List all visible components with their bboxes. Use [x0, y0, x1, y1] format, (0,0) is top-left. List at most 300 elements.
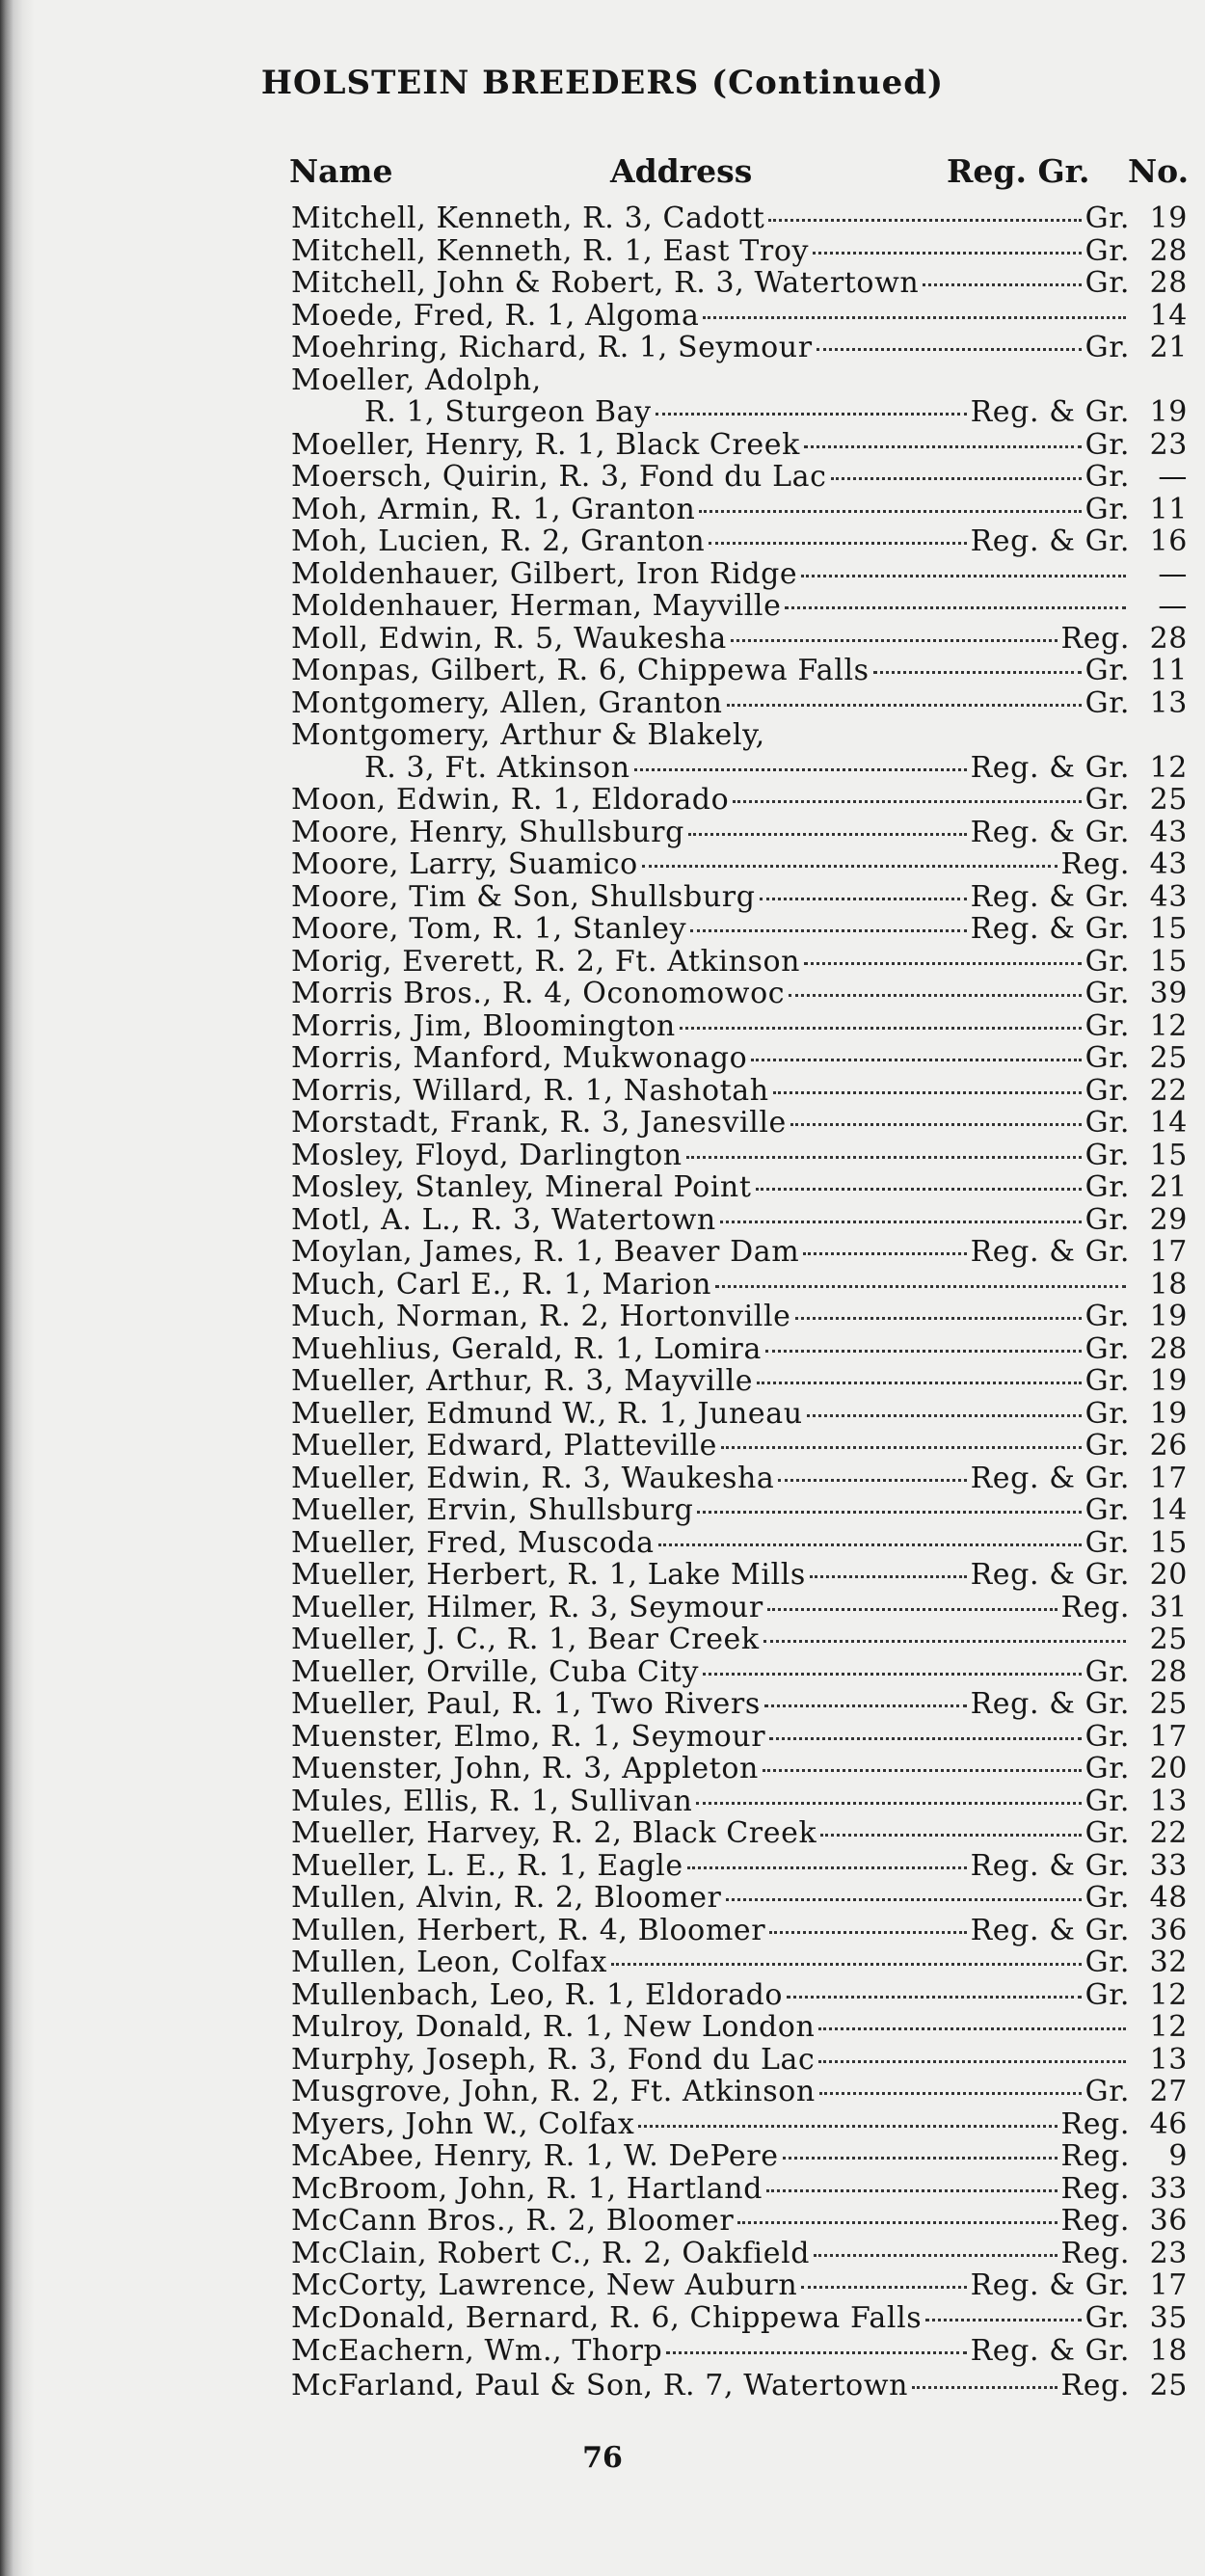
breeder-name: Musgrove, John, R. 2, Ft. Atkinson — [291, 2075, 816, 2108]
breeder-name: Morstadt, Frank, R. 3, Janesville — [291, 1106, 787, 1140]
dot-leader — [666, 2349, 966, 2354]
herd-number: 21 — [1149, 331, 1188, 364]
list-item — [0, 2369, 1205, 2403]
registration-type: Gr. — [1084, 1493, 1130, 1527]
list-item — [0, 1236, 1205, 1269]
herd-number: 21 — [1149, 1170, 1188, 1204]
registration-type: Gr. — [1084, 1041, 1130, 1075]
list-item — [0, 687, 1205, 720]
dot-leader — [768, 217, 1081, 222]
registration-type: Gr. — [1084, 233, 1130, 268]
breeder-name: McBroom, John, R. 1, Hartland — [291, 2171, 763, 2206]
breeder-name: Mulroy, Donald, R. 1, New London — [291, 2010, 816, 2044]
herd-number: 17 — [1149, 1719, 1188, 1754]
dot-leader — [703, 1671, 1082, 1676]
dot-leader — [733, 798, 1081, 803]
breeder-name: Myers, John W., Colfax — [291, 2106, 635, 2141]
herd-number: 28 — [1149, 233, 1188, 268]
herd-number: 19 — [1149, 395, 1188, 429]
dot-leader — [715, 1283, 1126, 1288]
list-item — [0, 461, 1205, 494]
breeder-name: Muenster, John, R. 3, Appleton — [291, 1752, 759, 1785]
dot-leader — [721, 1444, 1082, 1449]
breeder-name: Moeller, Adolph, — [291, 362, 542, 397]
column-header-reg-gr: Reg. Gr. — [947, 152, 1090, 190]
herd-number: 19 — [1149, 1300, 1188, 1333]
registration-type: Gr. — [1084, 2300, 1130, 2335]
registration-type: Gr. — [1084, 1977, 1130, 2012]
herd-number: 12 — [1149, 750, 1188, 785]
herd-number: 15 — [1149, 1525, 1188, 1560]
dot-leader — [804, 960, 1082, 965]
dot-leader — [687, 1865, 967, 1869]
list-item — [0, 1107, 1205, 1140]
dot-leader — [813, 250, 1082, 255]
dot-leader — [638, 2123, 1057, 2128]
registration-type: Reg. & Gr. — [970, 2268, 1130, 2302]
breeder-name: McFarland, Paul & Son, R. 7, Watertown — [291, 2369, 909, 2402]
breeder-line — [291, 1656, 1130, 1689]
registration-type: Gr. — [1084, 1525, 1130, 1560]
breeder-name: Moll, Edwin, R. 5, Waukesha — [291, 621, 727, 656]
breeder-name: Moylan, James, R. 1, Beaver Dam — [291, 1235, 800, 1269]
breeder-name: Mosley, Stanley, Mineral Point — [291, 1170, 752, 1204]
registration-type: Reg. — [1060, 2139, 1130, 2173]
registration-type: Gr. — [1084, 1138, 1130, 1172]
breeder-name: Mueller, Edwin, R. 3, Waukesha — [291, 1461, 775, 1495]
breeder-name: McEachern, Wm., Thorp — [291, 2334, 663, 2368]
registration-type: Reg. — [1060, 2236, 1130, 2270]
registration-type: Gr. — [1084, 266, 1130, 300]
registration-type: Gr. — [1084, 1654, 1130, 1689]
herd-number: 43 — [1149, 815, 1188, 849]
breeder-name: Moore, Larry, Suamico — [291, 847, 638, 881]
dot-leader — [765, 1348, 1082, 1353]
herd-number: 39 — [1149, 977, 1188, 1010]
breeder-line — [291, 1204, 1130, 1237]
herd-number: — — [1158, 589, 1188, 623]
breeder-name: Moh, Armin, R. 1, Granton — [291, 492, 696, 526]
list-item — [0, 300, 1205, 333]
breeder-name: R. 1, Sturgeon Bay — [364, 395, 652, 429]
herd-number: 11 — [1149, 492, 1188, 526]
breeder-line — [291, 1785, 1130, 1818]
dot-leader — [787, 1994, 1082, 1999]
herd-number: 15 — [1149, 1138, 1188, 1172]
herd-number: 12 — [1149, 1008, 1188, 1043]
registration-type: Reg. & Gr. — [970, 879, 1130, 914]
breeder-name: Mueller, Edmund W., R. 1, Juneau — [291, 1396, 803, 1431]
dot-leader — [680, 1025, 1082, 1030]
list-item — [0, 1204, 1205, 1237]
dot-leader — [818, 2058, 1126, 2063]
list-item — [0, 1042, 1205, 1075]
breeder-name: Mueller, J. C., R. 1, Bear Creek — [291, 1623, 760, 1656]
herd-number: 27 — [1149, 2075, 1188, 2108]
registration-type: Gr. — [1084, 1784, 1130, 1818]
list-item — [0, 1915, 1205, 1947]
list-item — [0, 1559, 1205, 1592]
breeder-line — [291, 1753, 1130, 1785]
list-item — [0, 1333, 1205, 1366]
list-item — [0, 2108, 1205, 2141]
herd-number: 19 — [1149, 201, 1188, 235]
registration-type: Reg. & Gr. — [970, 1235, 1130, 1269]
dot-leader — [818, 2026, 1126, 2030]
registration-type: Gr. — [1084, 427, 1130, 462]
breeder-name: Mitchell, John & Robert, R. 3, Watertown — [291, 266, 920, 300]
herd-number: 23 — [1149, 2236, 1188, 2270]
dot-leader — [801, 573, 1126, 577]
breeder-name: Mueller, L. E., R. 1, Eagle — [291, 1848, 683, 1883]
herd-number: 13 — [1149, 685, 1188, 720]
breeder-line — [291, 429, 1130, 462]
herd-number: 25 — [1149, 1041, 1188, 1075]
breeder-line — [291, 267, 1130, 300]
dot-leader — [783, 2155, 1058, 2160]
list-item — [0, 396, 1205, 429]
breeder-line — [291, 525, 1130, 558]
breeder-line — [291, 655, 1130, 687]
dot-leader — [699, 508, 1081, 513]
list-item — [0, 1527, 1205, 1560]
breeder-name: Morig, Everett, R. 2, Ft. Atkinson — [291, 944, 801, 979]
dot-leader — [801, 2284, 966, 2289]
breeder-name: Moon, Edwin, R. 1, Eldorado — [291, 783, 730, 817]
breeder-line — [291, 1721, 1130, 1754]
breeder-line — [291, 1592, 1130, 1624]
breeder-line — [291, 1236, 1130, 1269]
breeder-name: Moore, Tom, R. 1, Stanley — [291, 912, 687, 946]
breeder-line — [291, 1688, 1130, 1721]
registration-type: Reg. & Gr. — [970, 1913, 1130, 1947]
dot-leader — [757, 1380, 1082, 1384]
breeder-line — [291, 1946, 1130, 1979]
list-item — [0, 1979, 1205, 2012]
breeder-line — [291, 1527, 1130, 1560]
herd-number: 13 — [1149, 2042, 1188, 2077]
list-item — [0, 881, 1205, 914]
breeder-name: Mueller, Arthur, R. 3, Mayville — [291, 1364, 754, 1398]
breeder-name: Mueller, Orville, Cuba City — [291, 1654, 700, 1689]
registration-type: Gr. — [1084, 1073, 1130, 1108]
dot-leader — [656, 411, 967, 416]
list-item — [0, 752, 1205, 785]
dot-leader — [778, 1477, 966, 1482]
list-item — [0, 2011, 1205, 2044]
list-item — [0, 2238, 1205, 2270]
registration-type: Gr. — [1084, 1170, 1130, 1204]
dot-leader — [763, 1638, 1126, 1643]
breeder-name: McClain, Robert C., R. 2, Oakfield — [291, 2236, 811, 2270]
breeder-line — [291, 2369, 1130, 2403]
herd-number: 11 — [1149, 654, 1188, 687]
herd-number: 12 — [1149, 1977, 1188, 2012]
breeder-line — [291, 1817, 1130, 1850]
dot-leader — [697, 1509, 1081, 1514]
list-item — [0, 1430, 1205, 1462]
dot-leader — [760, 896, 967, 900]
breeder-name: Mueller, Ervin, Shullsburg — [291, 1493, 694, 1527]
herd-number: 28 — [1149, 266, 1188, 300]
breeder-line — [291, 1559, 1130, 1592]
breeder-line — [364, 396, 1130, 429]
breeder-line — [291, 2076, 1130, 2108]
herd-number: 13 — [1149, 1784, 1188, 1818]
breeder-name: Mueller, Herbert, R. 1, Lake Mills — [291, 1558, 806, 1592]
herd-number: 28 — [1149, 621, 1188, 656]
herd-number: 12 — [1149, 2010, 1188, 2044]
list-item — [0, 719, 1205, 752]
breeder-line — [291, 300, 1130, 333]
breeder-line — [291, 1623, 1130, 1656]
registration-type: Gr. — [1084, 977, 1130, 1010]
list-item — [0, 2334, 1205, 2369]
registration-type: Gr. — [1084, 492, 1130, 526]
herd-number: 14 — [1149, 1493, 1188, 1527]
list-item — [0, 525, 1205, 558]
breeder-line — [291, 1140, 1130, 1172]
registration-type: Reg. — [1060, 2171, 1130, 2206]
herd-number: 33 — [1149, 2171, 1188, 2206]
page-number: 76 — [582, 2441, 623, 2475]
breeder-line — [291, 848, 1130, 881]
registration-type: Gr. — [1084, 1008, 1130, 1043]
dot-leader — [686, 1154, 1082, 1159]
dot-leader — [804, 443, 1082, 448]
herd-number: 15 — [1149, 912, 1188, 946]
breeder-name: R. 3, Ft. Atkinson — [364, 750, 630, 785]
dot-leader — [785, 604, 1126, 609]
herd-number: 18 — [1149, 2334, 1188, 2368]
breeder-line — [291, 2269, 1130, 2302]
registration-type: Gr. — [1084, 1300, 1130, 1333]
list-item — [0, 1850, 1205, 1883]
breeder-name: Muehlius, Gerald, R. 1, Lomira — [291, 1331, 762, 1366]
registration-type: Gr. — [1084, 654, 1130, 687]
dot-leader — [756, 1186, 1082, 1191]
registration-type: Gr. — [1084, 460, 1130, 494]
registration-type: Reg. — [1060, 621, 1130, 656]
list-item — [0, 332, 1205, 364]
breeder-name: Moede, Fred, R. 1, Algoma — [291, 298, 700, 333]
dot-leader — [925, 2317, 1081, 2321]
dot-leader — [726, 1896, 1082, 1901]
registration-type: Reg. & Gr. — [970, 2334, 1130, 2368]
dot-leader — [814, 2252, 1057, 2257]
herd-number: 25 — [1149, 1623, 1188, 1656]
breeder-name: McCann Bros., R. 2, Bloomer — [291, 2204, 735, 2238]
breeder-name: Monpas, Gilbert, R. 6, Chippewa Falls — [291, 654, 870, 687]
list-item — [0, 817, 1205, 849]
breeder-line — [291, 1075, 1130, 1108]
registration-type: Reg. — [1060, 847, 1130, 881]
dot-leader — [769, 1929, 966, 1934]
registration-type: Gr. — [1084, 1202, 1130, 1237]
herd-number: 20 — [1149, 1558, 1188, 1592]
dot-leader — [769, 1735, 1081, 1740]
breeder-list — [0, 202, 1205, 2403]
herd-number: 16 — [1149, 524, 1188, 558]
page-title: HOLSTEIN BREEDERS (Continued) — [260, 64, 945, 102]
herd-number: 23 — [1149, 427, 1188, 462]
registration-type: Reg. & Gr. — [970, 524, 1130, 558]
list-item — [0, 784, 1205, 817]
registration-type: Gr. — [1084, 1106, 1130, 1140]
herd-number: 28 — [1149, 1331, 1188, 1366]
breeder-line — [291, 1333, 1130, 1366]
dot-leader — [803, 1250, 966, 1255]
list-item — [0, 1171, 1205, 1204]
breeder-line — [291, 1301, 1130, 1333]
herd-number: 14 — [1149, 1106, 1188, 1140]
dot-leader — [923, 282, 1081, 286]
dot-leader — [810, 1573, 967, 1578]
dot-leader — [767, 1606, 1058, 1611]
list-item — [0, 494, 1205, 526]
breeder-name: Mueller, Fred, Muscoda — [291, 1525, 655, 1560]
herd-number: 28 — [1149, 1654, 1188, 1689]
breeder-name: Morris, Jim, Bloomington — [291, 1008, 676, 1043]
breeder-name: Mitchell, Kenneth, R. 3, Cadott — [291, 201, 765, 235]
breeder-name: Morris Bros., R. 4, Oconomowoc — [291, 977, 786, 1010]
registration-type: Reg. & Gr. — [970, 1687, 1130, 1721]
dot-leader — [795, 1315, 1082, 1320]
dot-leader — [720, 1219, 1082, 1223]
registration-type: Reg. & Gr. — [970, 1558, 1130, 1592]
list-item — [0, 1075, 1205, 1108]
breeder-line — [291, 2108, 1130, 2141]
herd-number: 17 — [1149, 2268, 1188, 2302]
breeder-line — [291, 913, 1130, 946]
list-item — [0, 1140, 1205, 1172]
registration-type: Reg. & Gr. — [970, 1461, 1130, 1495]
breeder-line — [291, 1042, 1130, 1075]
dot-leader — [727, 702, 1082, 707]
breeder-name: Moh, Lucien, R. 2, Granton — [291, 524, 706, 558]
list-item — [0, 1494, 1205, 1527]
breeder-line — [291, 494, 1130, 526]
herd-number: 25 — [1149, 783, 1188, 817]
list-item — [0, 2076, 1205, 2108]
herd-number: 22 — [1149, 1816, 1188, 1850]
breeder-line — [291, 558, 1130, 591]
breeder-line — [291, 1850, 1130, 1883]
herd-number: 36 — [1149, 2204, 1188, 2238]
list-item — [0, 978, 1205, 1010]
dot-leader — [764, 1703, 967, 1707]
breeder-name: Moldenhauer, Gilbert, Iron Ridge — [291, 556, 798, 591]
column-header-name: Name — [289, 152, 393, 190]
registration-type: Gr. — [1084, 331, 1130, 364]
list-item — [0, 1365, 1205, 1398]
herd-number: — — [1158, 556, 1188, 591]
breeder-line — [291, 2302, 1130, 2335]
registration-type: Gr. — [1084, 1881, 1130, 1915]
breeder-name: Montgomery, Allen, Granton — [291, 685, 723, 720]
herd-number: 26 — [1149, 1429, 1188, 1462]
herd-number: 43 — [1149, 847, 1188, 881]
breeder-name: McCorty, Lawrence, New Auburn — [291, 2268, 798, 2302]
breeder-line — [291, 1915, 1130, 1947]
breeder-name: Muenster, Elmo, R. 1, Seymour — [291, 1719, 766, 1754]
registration-type: Gr. — [1084, 1816, 1130, 1850]
breeder-name: Mullen, Alvin, R. 2, Bloomer — [291, 1881, 722, 1915]
list-item — [0, 1398, 1205, 1431]
herd-number: 25 — [1149, 1687, 1188, 1721]
list-item — [0, 2205, 1205, 2238]
dot-leader — [873, 669, 1082, 674]
breeder-name: Much, Norman, R. 2, Hortonville — [291, 1300, 791, 1333]
list-item — [0, 1753, 1205, 1785]
list-item — [0, 913, 1205, 946]
dot-leader — [690, 927, 966, 932]
breeder-line — [291, 1398, 1130, 1431]
herd-number: 19 — [1149, 1396, 1188, 1431]
list-item — [0, 2269, 1205, 2302]
list-item — [0, 1946, 1205, 1979]
breeder-name: Moersch, Quirin, R. 3, Fond du Lac — [291, 460, 827, 494]
breeder-line — [291, 1269, 1130, 1301]
breeder-line — [291, 784, 1130, 817]
herd-number: 14 — [1149, 298, 1188, 333]
breeder-line — [291, 1882, 1130, 1915]
list-item — [0, 1462, 1205, 1495]
registration-type: Gr. — [1084, 1396, 1130, 1431]
herd-number: — — [1158, 460, 1188, 494]
breeder-line — [291, 1430, 1130, 1462]
herd-number: 35 — [1149, 2300, 1188, 2335]
list-item — [0, 655, 1205, 687]
list-item — [0, 946, 1205, 979]
dot-leader — [634, 766, 967, 771]
breeder-line — [291, 1171, 1130, 1204]
registration-type: Reg. & Gr. — [970, 1848, 1130, 1883]
list-item — [0, 1301, 1205, 1333]
breeder-line — [291, 2334, 1130, 2369]
breeder-line — [291, 881, 1130, 914]
breeder-line — [291, 202, 1130, 235]
list-item — [0, 1592, 1205, 1624]
herd-number: 48 — [1149, 1881, 1188, 1915]
registration-type: Reg. & Gr. — [970, 815, 1130, 849]
breeder-name: Moore, Tim & Son, Shullsburg — [291, 879, 756, 914]
registration-type: Gr. — [1084, 1752, 1130, 1785]
herd-number: 33 — [1149, 1848, 1188, 1883]
breeder-name: Moehring, Richard, R. 1, Seymour — [291, 331, 813, 364]
breeder-line — [291, 2238, 1130, 2270]
breeder-name: Montgomery, Arthur & Blakely, — [291, 718, 765, 752]
breeder-line — [291, 235, 1130, 268]
registration-type: Gr. — [1084, 783, 1130, 817]
breeder-line — [291, 687, 1130, 720]
registration-type: Gr. — [1084, 1429, 1130, 1462]
registration-type: Gr. — [1084, 2075, 1130, 2108]
registration-type: Gr. — [1084, 944, 1130, 979]
breeder-name: Much, Carl E., R. 1, Marion — [291, 1267, 711, 1301]
breeder-line — [291, 1365, 1130, 1398]
registration-type: Reg. — [1060, 2204, 1130, 2238]
registration-type: Reg. — [1060, 2106, 1130, 2141]
herd-number: 46 — [1149, 2106, 1188, 2141]
registration-type: Reg. & Gr. — [970, 912, 1130, 946]
herd-number: 29 — [1149, 1202, 1188, 1237]
list-item — [0, 848, 1205, 881]
breeder-name: Mueller, Paul, R. 1, Two Rivers — [291, 1687, 761, 1721]
list-item — [0, 2173, 1205, 2206]
breeder-name: Mullen, Leon, Colfax — [291, 1945, 608, 1979]
list-item — [0, 235, 1205, 268]
